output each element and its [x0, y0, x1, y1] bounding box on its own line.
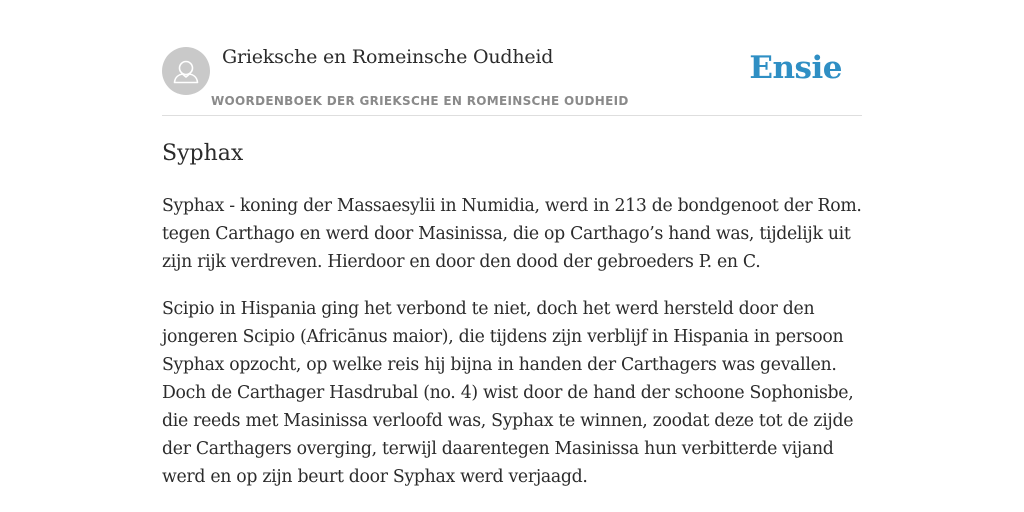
entry-paragraph: Scipio in Hispania ging het verbond te niet, doch het werd hersteld door den jongeren Scipio (Africānus maior), die tijdens zijn verblijf in Hispania in persoon Syphax opzocht, op welke reis hij bijna in handen der Carthagers was gevallen. Doch de Carthager Hasdrubal (no. 4) wist door de hand der schoone Sophonisbe, die reeds met Masinissa verloofd was, Syphax te winnen, zoodat deze tot de zijde der Carthagers overging, terwijl daarentegen Masinissa hun verbitterde vijand werd en op zijn beurt door Syphax werd verjaagd. [162, 299, 854, 487]
page-header [162, 0, 862, 116]
source-title[interactable]: Grieksche en Romeinsche Oudheid [222, 46, 554, 68]
avatar[interactable] [162, 47, 210, 95]
page-container [162, 0, 862, 487]
source-subtitle[interactable]: WOORDENBOEK DER GRIEKSCHE EN ROMEINSCHE OUDHEID [211, 94, 629, 108]
ensie-logo[interactable]: Ensie [749, 50, 842, 86]
entry-paragraph: Syphax - koning der Massaesylii in Numidia, werd in 213 de bondgenoot der Rom. tegen Carthago en werd door Masinissa, die op Carthago’s hand was, tijdelijk uit zijn rijk verdreven. Hierdoor en door den dood der gebroeders P. en C. [162, 196, 862, 272]
entry-title: Syphax [162, 141, 244, 166]
user-icon [162, 47, 210, 95]
